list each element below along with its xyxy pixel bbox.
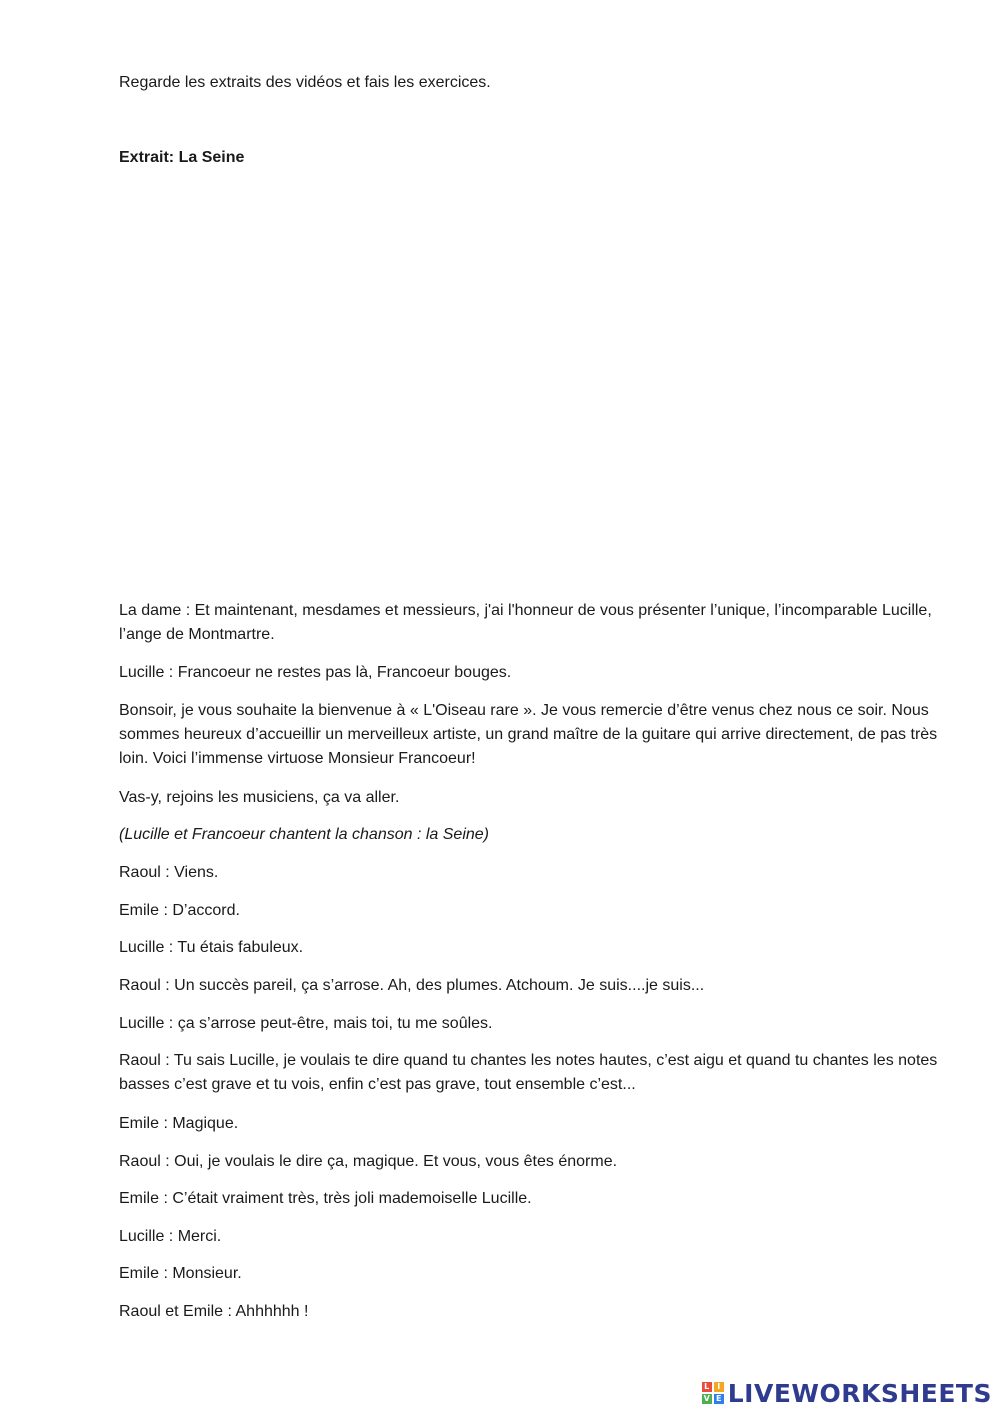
dialogue-line: Lucille : Tu étais fabuleux. bbox=[119, 939, 304, 956]
dialogue-line: Emile : D’accord. bbox=[119, 902, 240, 919]
video-embed-area[interactable] bbox=[119, 185, 929, 580]
dialogue-line: Lucille : Francoeur ne restes pas là, Francoeur bouges. bbox=[119, 664, 512, 681]
dialogue-line: Raoul : Un succès pareil, ça s’arrose. Ah, des plumes. Atchoum. Je suis....je suis... bbox=[119, 977, 705, 994]
dialogue-line: Bonsoir, je vous souhaite la bienvenue à « L'Oiseau rare ». Je vous remercie d’être venus chez nous ce soir. Nous sommes heureux d’accueillir un merveilleux artiste, un grand maître de la guitare qui arrive directement, de pas très loin. Voici l’immense virtuose Monsieur Francoeur! bbox=[119, 702, 938, 767]
logo-text: LIVEWORKSHEETS bbox=[727, 1378, 992, 1408]
dialogue-line: Raoul : Oui, je voulais le dire ça, magique. Et vous, vous êtes énorme. bbox=[119, 1153, 618, 1170]
dialogue-line: La dame : Et maintenant, mesdames et messieurs, j'ai l'honneur de vous présenter l’unique, l’incomparable Lucille, l’ange de Montmartre. bbox=[119, 602, 932, 643]
dialogue-line: Raoul : Tu sais Lucille, je voulais te dire quand tu chantes les notes hautes, c’est aigu et quand tu chantes les notes basses c’est grave et tu vois, enfin c’est pas grave, tout ensemble c’est... bbox=[119, 1052, 938, 1093]
logo-mark-letter: I bbox=[714, 1382, 724, 1392]
logo-mark-letter: L bbox=[702, 1382, 712, 1392]
liveworksheets-logo-icon bbox=[702, 1382, 724, 1404]
dialogue-line: Emile : Magique. bbox=[119, 1115, 239, 1132]
dialogue-line: Raoul : Viens. bbox=[119, 864, 219, 881]
dialogue-line: Emile : Monsieur. bbox=[119, 1265, 242, 1282]
instructions-text: Regarde les extraits des vidéos et fais les exercices. bbox=[119, 74, 491, 91]
dialogue-line: Lucille : ça s’arrose peut-être, mais toi, tu me soûles. bbox=[119, 1015, 493, 1032]
section-title: Extrait: La Seine bbox=[119, 149, 245, 166]
dialogue-line: Vas-y, rejoins les musiciens, ça va aller. bbox=[119, 789, 400, 806]
stage-direction: (Lucille et Francoeur chantent la chanson : la Seine) bbox=[119, 826, 489, 843]
dialogue-line: Lucille : Merci. bbox=[119, 1228, 222, 1245]
logo-mark-letter: E bbox=[714, 1394, 724, 1404]
liveworksheets-logo[interactable] bbox=[702, 1379, 992, 1407]
logo-mark-letter: V bbox=[703, 1394, 710, 1403]
dialogue-line: Emile : C’était vraiment très, très joli mademoiselle Lucille. bbox=[119, 1190, 532, 1207]
dialogue-line: Raoul et Emile : Ahhhhhh ! bbox=[119, 1303, 309, 1320]
